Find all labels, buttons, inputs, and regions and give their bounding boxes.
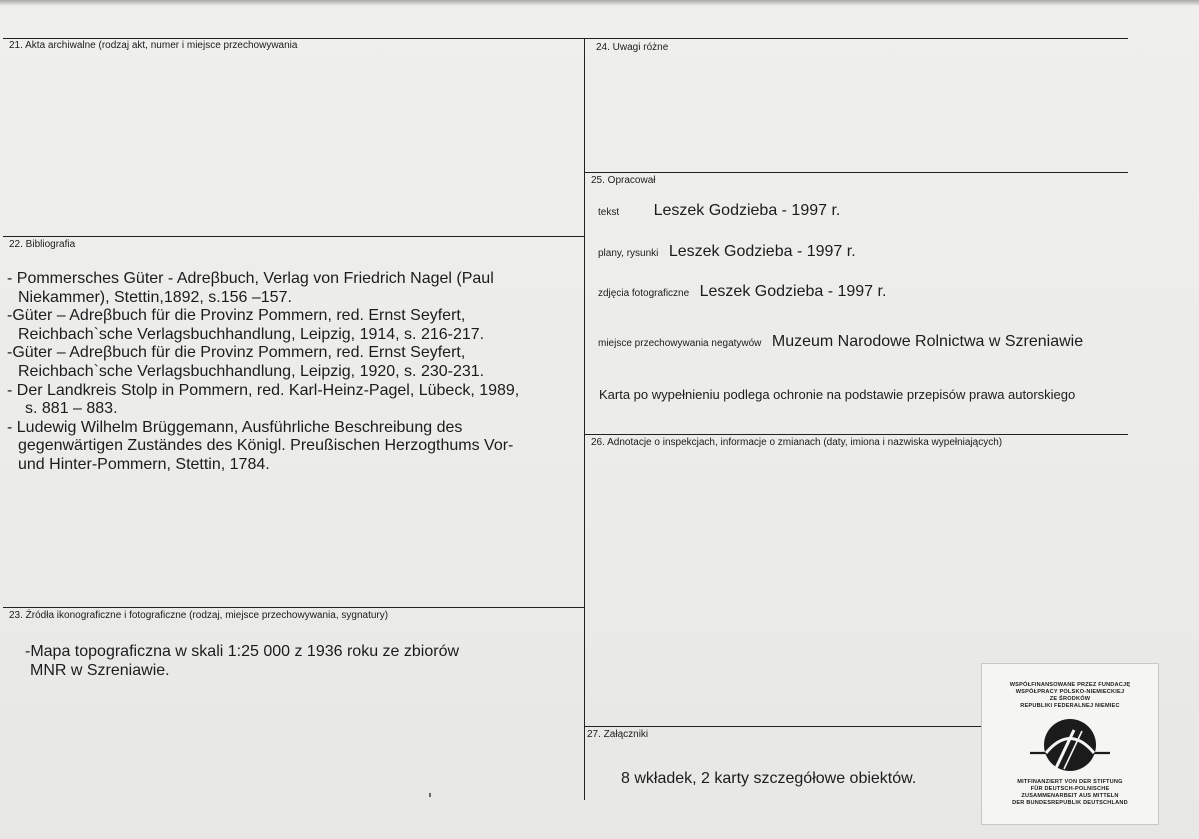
center-vertical-line [584,38,585,800]
author-text-label: tekst [598,207,620,218]
attachments-value: 8 wkładek, 2 karty szczegółowe obiektów. [621,770,917,787]
logo-line: ZE ŚRODKÓW [1049,696,1091,702]
bibliography-line: Niekammer), Stettin,1892, s.156 –157. [18,288,292,306]
bibliography-line: s. 881 – 883. [25,400,118,418]
bibliography-list [7,270,567,475]
logo-line: DER BUNDESREPUBLIK DEUTSCHLAND [1012,800,1128,806]
sources-line: MNR w Szreniawie. [30,662,170,679]
logo-line: ZUSAMMENARBEIT AUS MITTELN [1021,793,1119,799]
section-26-label: 26. Adnotacje o inspekcjach, informacje o zmianach (daty, imiona i nazwiska wypełniających) [591,437,1003,448]
logo-line: MITFINANZIERT VON DER STIFTUNG [1017,779,1123,785]
logo-line: WSPÓŁFINANSOWANE PRZEZ FUNDACJĘ [1009,682,1131,688]
bibliography-line: Reichbach`sche Verlagsbuchhandlung, Leipzig, 1920, s. 230-231. [18,362,485,380]
bibliography-entry [7,307,567,344]
author-photos-row [598,283,886,301]
section-22-label: 22. Bibliografia [9,239,76,250]
author-text-row [598,202,840,220]
negatives-storage-row [598,333,1083,351]
divider-22-23 [3,607,584,608]
bibliography-line: - Ludewig Wilhelm Brüggemann, Ausführliche Beschreibung des [7,418,463,436]
funding-logo [981,663,1159,825]
author-plans-value: Leszek Godzieba - 1997 r. [668,243,856,260]
logo-text-german [982,779,1158,807]
section-27-label: 27. Załączniki [587,729,649,740]
logo-line: FÜR DEUTSCH-POLNISCHE [1030,786,1110,792]
divider-24-25 [584,172,1128,173]
section-21-label: 21. Akta archiwalne (rodzaj akt, numer i miejsce przechowywania [9,40,298,51]
bibliography-line: - Pommersches Güter - Adreβbuch, Verlag von Friedrich Nagel (Paul [7,270,494,287]
divider-25-26 [584,434,1128,435]
bibliography-entry [7,419,567,475]
iconographic-sources [25,642,459,680]
author-photos-label: zdjęcia fotograficzne [598,288,690,299]
scan-speck [429,793,431,797]
bibliography-line: und Hinter-Pommern, Stettin, 1784. [18,455,270,473]
author-text-value: Leszek Godzieba - 1997 r. [653,202,841,219]
sources-line: -Mapa topograficzna w skali 1:25 000 z 1936 roku ze zbiorów [25,643,460,660]
bibliography-line: -Güter – Adreβbuch für die Provinz Pommern, red. Ernst Seyfert, [7,307,466,325]
bibliography-entry [7,270,567,307]
scan-edge-shadow [0,0,1199,6]
divider-21-22 [3,236,584,237]
logo-line: WSPÓŁPRACY POLSKO-NIEMIECKIEJ [1015,689,1125,695]
logo-line: REPUBLIKI FEDERALNEJ NIEMIEC [1020,703,1120,709]
bibliography-line: - Der Landkreis Stolp in Pommern, red. Karl-Heinz-Pagel, Lübeck, 1989, [7,381,520,399]
section-24-label: 24. Uwagi różne [596,42,669,53]
bridge-emblem-icon [1030,716,1110,774]
author-plans-row [598,243,856,261]
copyright-notice: Karta po wypełnieniu podlega ochronie na podstawie przepisów prawa autorskiego [599,387,1076,402]
negatives-storage-label: miejsce przechowywania negatywów [598,338,762,349]
top-border-line [3,38,1128,39]
bibliography-entry [7,344,567,381]
logo-text-polish [982,682,1158,710]
bibliography-line: -Güter – Adreβbuch für die Provinz Pommern, red. Ernst Seyfert, [7,344,466,362]
bibliography-line: Reichbach`sche Verlagsbuchhandlung, Leipzig, 1914, s. 216-217. [18,325,485,343]
bibliography-line: gegenwärtigen Zuständes des Königl. Preußischen Herzogthums Vor- [18,437,514,455]
bibliography-entry [7,382,567,419]
negatives-storage-value: Muzeum Narodowe Rolnictwa w Szreniawie [771,333,1084,350]
section-23-label: 23. Źródła ikonograficzne i fotograficzne (rodzaj, miejsce przechowywania, sygnatury) [9,610,389,621]
author-plans-label: plany, rysunki [598,248,659,259]
section-25-label: 25. Opracował [591,175,656,186]
author-photos-value: Leszek Godzieba - 1997 r. [699,283,887,300]
